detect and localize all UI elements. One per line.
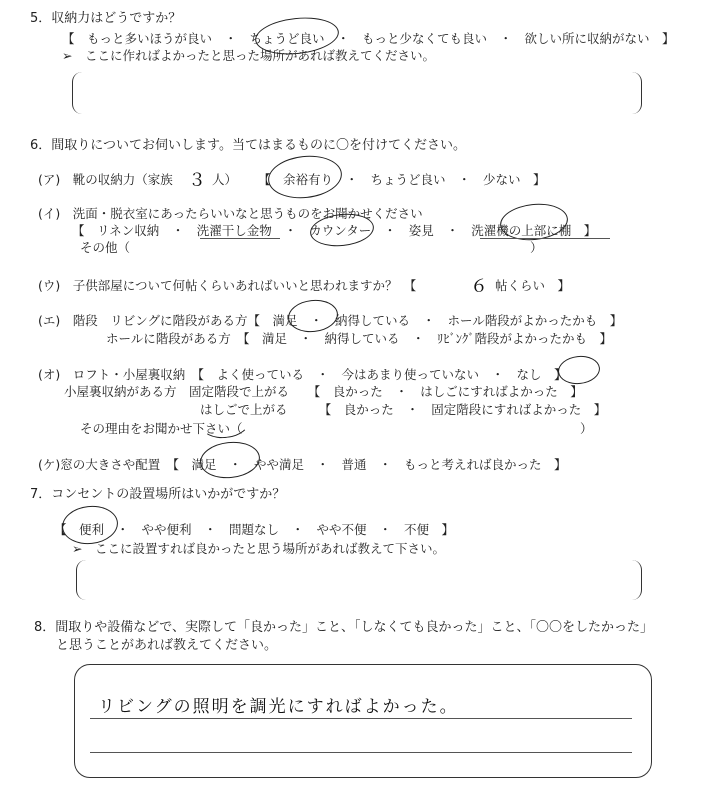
- q7-prompt: ➢ ここに設置すれば良かったと思う場所があれば教えて下さい。: [72, 541, 445, 556]
- q7-answer-box[interactable]: [76, 560, 642, 600]
- q6-e-line1: (エ) 階段 リビングに階段がある方【 満足 ・ 納得している ・ ホール階段がよかったかも 】: [38, 313, 623, 328]
- q6-a-options: 【 余裕有り ・ ちょうど良い ・ 少ない 】: [258, 172, 546, 187]
- q6-i-options: 【 リネン収納 ・ 洗濯干し金物 ・ カウンター ・ 姿見 ・ 洗濯機の上部に棚 】: [72, 223, 597, 238]
- q6-i-label: (イ) 洗面・脱衣室にあったらいいなと思うものをお聞かせください: [38, 206, 423, 221]
- q8-answer-line-2: [90, 752, 632, 753]
- q6-ke-answer-circle: [198, 439, 261, 481]
- q7-options: 【 便利 ・ やや便利 ・ 問題なし ・ やや不便 ・ 不便 】: [54, 522, 455, 537]
- q6-a-label: (ア) 靴の収納力（家族: [38, 172, 173, 187]
- q6-o-line2: 小屋裏収納がある方 固定階段で上がる 【 良かった ・ はしごにすればよかった 】: [64, 384, 583, 399]
- q6-i-underline-2: [480, 238, 610, 239]
- q6-u-label-tail: 帖くらい 】: [495, 278, 571, 293]
- q6-a-family-count: ３: [188, 170, 206, 191]
- q6-i-other: その他（ ）: [80, 240, 543, 255]
- q8-answer-box[interactable]: [74, 664, 652, 778]
- q5-title: 5．収納力はどうですか？: [30, 11, 182, 26]
- q6-i-underline-1: [200, 238, 280, 239]
- q6-a-label-tail: 人）: [212, 172, 238, 187]
- q5-options: 【 もっと多いほうが良い ・ ちょうど良い ・ もっと少なくても良い ・ 欲しい所に収納がない 】: [62, 31, 675, 46]
- q6-o-line3: はしごで上がる 【 良かった ・ 固定階段にすればよかった 】: [200, 402, 607, 417]
- q6-a-answer-circle: [266, 152, 344, 202]
- q5-answer-box[interactable]: [72, 72, 642, 114]
- q6-title: 6．間取りについてお伺いします。当てはまるものに〇を付けてください。: [30, 138, 466, 153]
- q8-title-line2: と思うことがあれば教えてください。: [56, 638, 278, 653]
- q6-o-line1: (オ) ロフト・小屋裏収納 【 よく使っている ・ 今はあまり使っていない ・ なし 】: [38, 367, 567, 382]
- q8-answer-line-1: [90, 718, 632, 719]
- q7-title: 7．コンセントの設置場所はいかがですか？: [30, 487, 286, 502]
- q6-e-line2: ホールに階段がある方 【 満足 ・ 納得している ・ ﾘﾋﾞﾝｸﾞ階段がよかったかも 】: [106, 331, 613, 346]
- q8-title-line1: 8．間取りや設備などで、実際して「良かった」こと、「しなくても良かった」こと、「〇〇をしたかった」: [34, 620, 654, 635]
- q8-answer-text: リビングの照明を調光にすればよかった。: [98, 697, 459, 717]
- q5-prompt: ➢ ここに作ればよかったと思った場所があれば教えてください。: [62, 48, 435, 63]
- q6-o-line4: その理由をお聞かせ下さい（ ）: [80, 421, 593, 436]
- q6-u-label: (ウ) 子供部屋について何帖くらいあればいいと思われますか？ 【: [38, 278, 417, 293]
- q6-ke-line: (ケ)窓の大きさや配置 【 満足 ・ やや満足 ・ 普通 ・ もっと考えれば良かった 】: [38, 457, 567, 472]
- q6-u-answer: ６: [470, 276, 488, 297]
